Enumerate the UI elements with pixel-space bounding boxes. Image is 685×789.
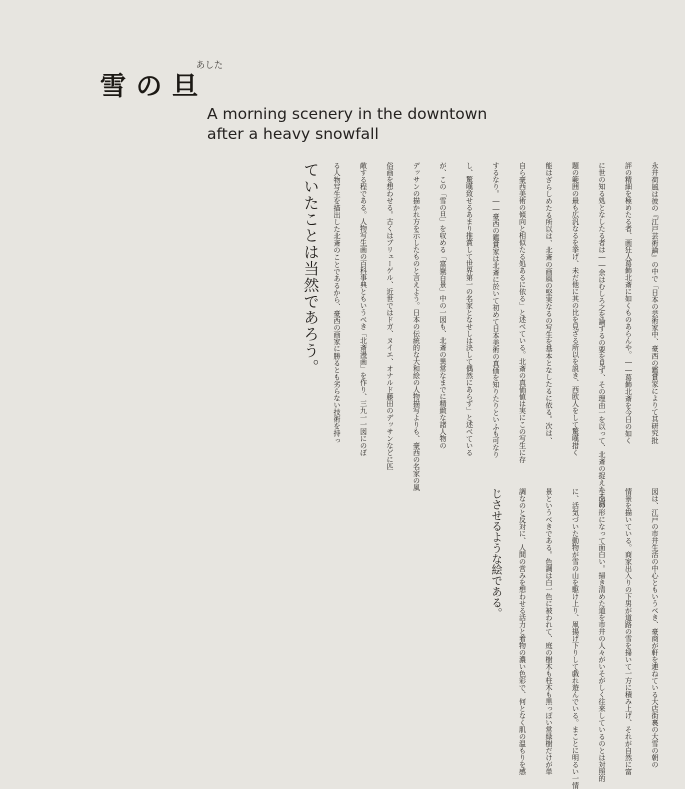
- text-column: る人物写生を描出した北斎のことであるから、豪西の画家に勝るとも劣らない技術を持っ: [333, 162, 342, 444]
- text-column: 敵する程である。人物写生画の百科事典ともいうべき「北斎漫画」を作り、三九一一図にのぼ: [359, 162, 368, 456]
- text-column: するなり。――豪西の鑑賞家は北斎に於いて初めて日本美術の真価を知りたりといふも可なり: [492, 162, 500, 458]
- text-column: 題の範囲の最も広汎なるを挙げ、未だ他に其の比を見ざる所以を説き、西欧人をして驚嘆措く: [571, 162, 580, 456]
- text-column: 永井荷風は彼の『江戸芸術論』の中で「日本の芸術家中、豪西の鑑賞家によりて其研究批: [651, 162, 660, 444]
- text-column: 能はざらしめたる所以は、北斎の画風の堅実なるの写生を基本となしたるに依る。次は、: [545, 162, 554, 444]
- title-ruby: あした: [196, 61, 224, 71]
- text-column: じさせるような絵である。: [490, 488, 503, 619]
- text-column: ていたことは当然であろう。: [301, 162, 320, 376]
- text-column: 自ら豪西美術の傾向と相似たる処あるに依る」と述べている。北斎の真価値は実にこの写生に存: [518, 162, 527, 463]
- text-column: 士山の形になって面白い。掃き清めた道を市井の人々がいそがしく往来しているのとは対照的: [598, 488, 606, 782]
- text-column: 俗画を想わせる。古くはブリューゲル、近世ではドガ、ヌイエ、オナルド藤田のデッサンなどに匹: [386, 162, 394, 470]
- subtitle-line: after a heavy snowfall: [207, 125, 379, 143]
- subtitle-line: A morning scenery in the downtown: [207, 105, 488, 123]
- text-column: に世の知る処となしたる者は――余はむしろ之を論ずるの要を見ず、その理由一を以って、北斎の捉えたる画: [598, 162, 606, 507]
- text-column: 図は、江戸の市井生活の中心ともいうべき、豪商が軒を連ねている大店街裏の大雪の朝の: [651, 488, 659, 768]
- text-column: デッサンの描かれ方を示したものと言えよう。日本の伝統的な大和絵の人物描写よりも、豪西の名家の風: [412, 162, 421, 491]
- text-column: し、驚嘆致せるあまり推賞して世界第一の名家となせしは決して偶然にあらず」と述べている: [465, 162, 474, 456]
- text-column: 情景を描いている。商家出入りの下男が道路の雪を掃いて一方に積み上げ、それが自然に富: [624, 488, 633, 775]
- english-subtitle: [207, 104, 487, 144]
- text-column: 調なのと反対に、人間の営みを想わせる活力と着物の濃い色彩で、何となく肌の温もりを感: [518, 488, 527, 775]
- text-column: が、この「雪の旦」を収める「富嶽百景」中の一図も、北斎の異常なまでに精緻な諸人物の: [439, 162, 447, 449]
- text-column: に、活気づいた動物が雪の山を駆け上り、凧揚げ下りして戯れ遊んでいる。まことに明るい一情: [571, 488, 580, 789]
- page-title: 雪の旦: [100, 72, 209, 102]
- text-column: 景というべきである。色調は白一色に被われて、庭の樹木も柱木も黒っぽい常緑樹だけが単: [545, 488, 553, 775]
- text-column: 評の精細を極めたる者、画狂人葛飾北斎に如くものあらんや。――葛飾北斎を今日の如く: [624, 162, 633, 444]
